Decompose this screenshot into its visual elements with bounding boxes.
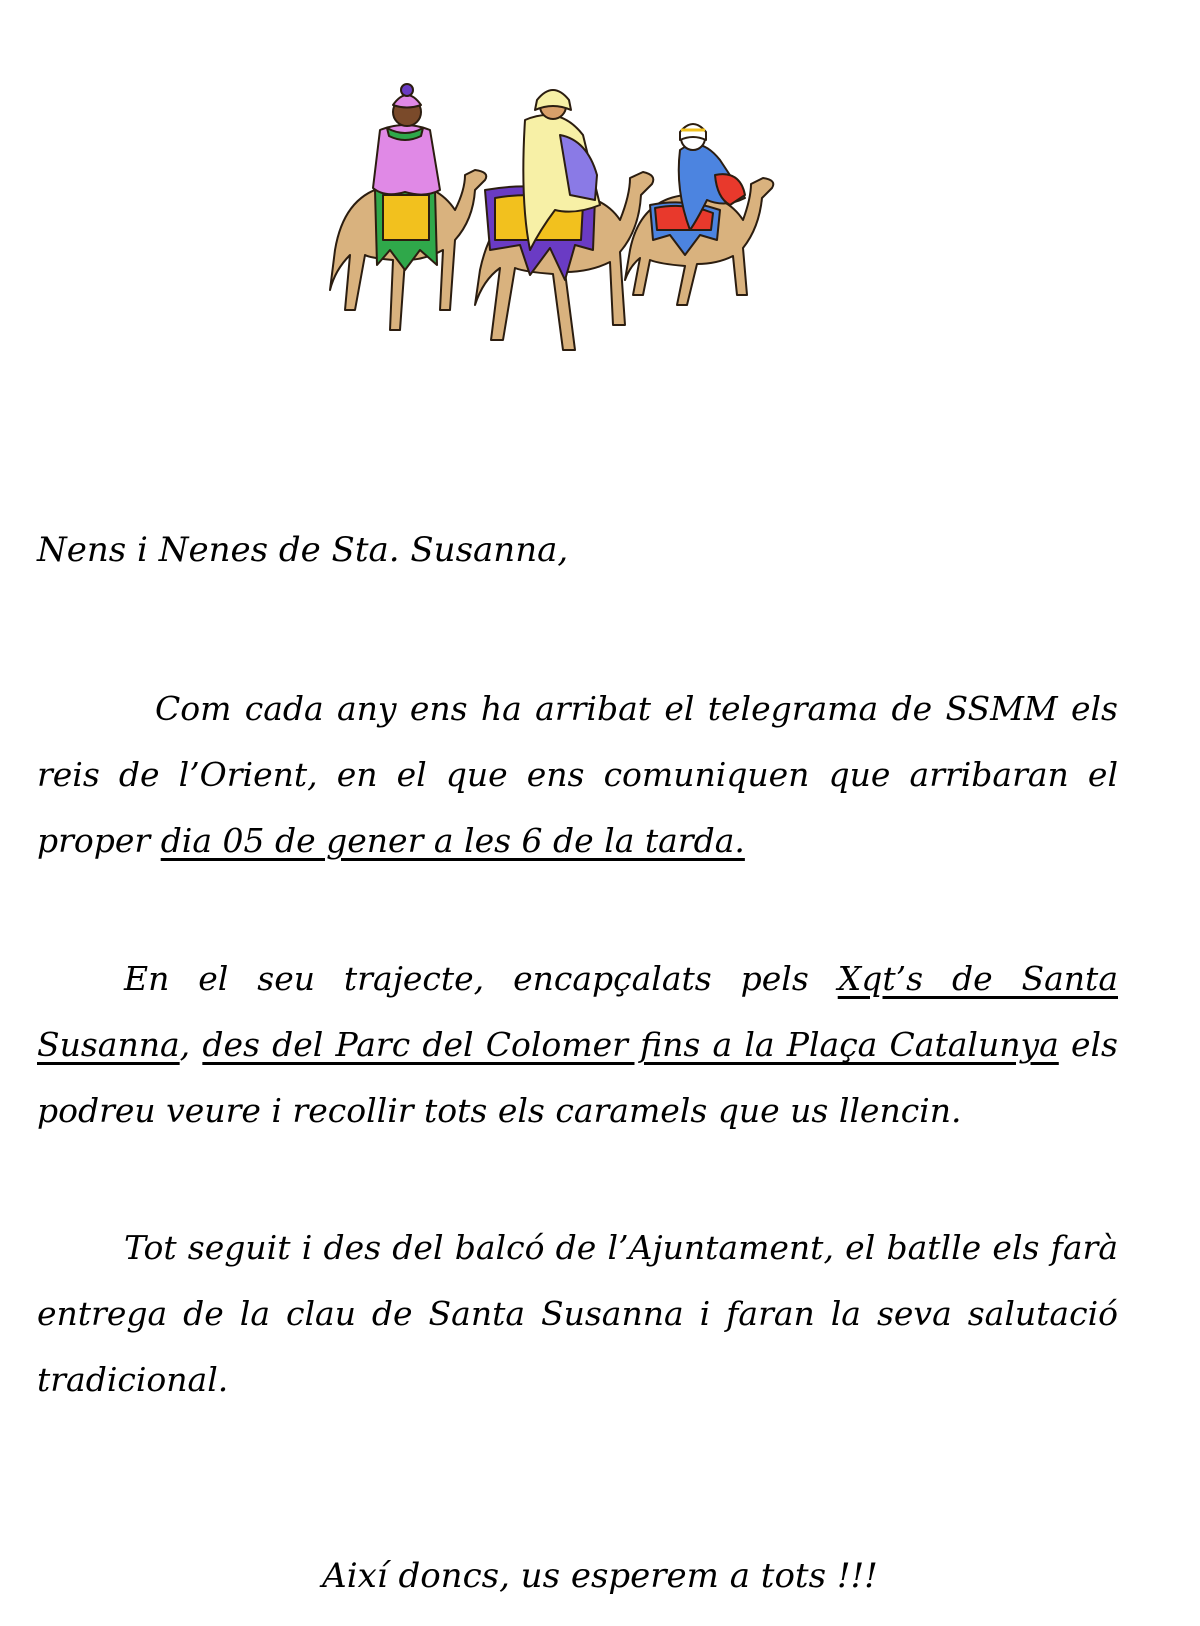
route-separator: , bbox=[179, 1025, 203, 1064]
paragraph-arrival bbox=[37, 676, 1118, 874]
king-1 bbox=[373, 84, 440, 270]
paragraph-route-end: els podreu veure i recollir tots els caramels que us llencin. bbox=[37, 1025, 1118, 1130]
escort-group-underlined: Xqt’s de Santa Susanna bbox=[37, 959, 1118, 1064]
paragraph-balcony-text: Tot seguit i des del balcó de l’Ajuntament, el batlle els farà entrega de la clau de Santa Susanna i faran la seva salutació tradicional. bbox=[37, 1228, 1118, 1399]
route-underlined: des del Parc del Colomer fins a la Plaça Catalunya bbox=[202, 1025, 1059, 1064]
greeting: Nens i Nenes de Sta. Susanna, bbox=[37, 530, 569, 570]
paragraph-route-text: En el seu trajecte, encapçalats pels bbox=[124, 959, 838, 998]
paragraph-route bbox=[37, 946, 1118, 1144]
paragraph-balcony bbox=[37, 1215, 1118, 1413]
three-kings-on-camels-illustration bbox=[325, 80, 825, 380]
closing-line: Així doncs, us esperem a tots !!! bbox=[322, 1556, 878, 1596]
arrival-date-underlined: dia 05 de gener a les 6 de la tarda. bbox=[160, 821, 745, 860]
paragraph-arrival-text: Com cada any ens ha arribat el telegrama de SSMM els reis de l’Orient, en el que ens comuniquen que arribaran el proper bbox=[37, 689, 1118, 860]
